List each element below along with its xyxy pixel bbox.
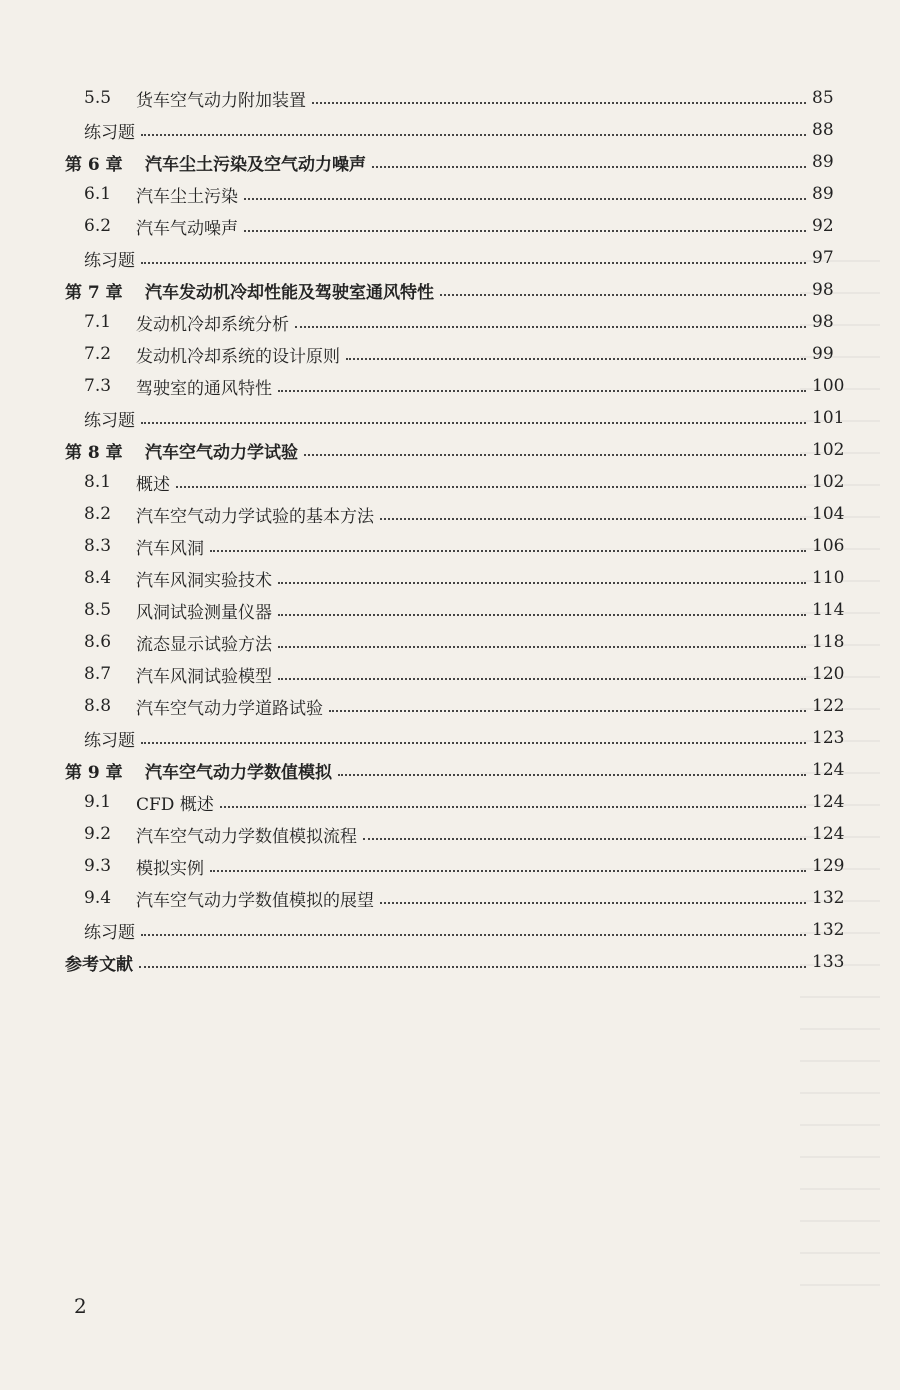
toc-title: 参考文献 [65, 954, 133, 975]
dot-leader [278, 389, 806, 392]
toc-page: 120 [812, 664, 845, 684]
dot-leader [141, 741, 806, 744]
toc-title: 汽车空气动力学试验的基本方法 [136, 506, 374, 527]
toc-number: 7.3 [84, 376, 112, 396]
toc-entry-9-2[interactable] [0, 818, 900, 850]
toc-number: 9.4 [84, 888, 112, 908]
toc-entry-6-2[interactable] [0, 210, 900, 242]
dot-leader [278, 581, 806, 584]
toc-number: 8.5 [84, 600, 112, 620]
toc-number: 6.1 [84, 184, 112, 204]
toc-chapter-8[interactable] [0, 434, 900, 466]
toc-title: 练习题 [84, 922, 135, 943]
toc-title: 汽车风洞实验技术 [136, 570, 272, 591]
toc-entry-5-5[interactable] [0, 82, 900, 114]
toc-title: 汽车气动噪声 [136, 218, 238, 239]
toc-page: 114 [812, 600, 845, 620]
toc-entry-8-3[interactable] [0, 530, 900, 562]
dot-leader [210, 869, 806, 872]
toc-entry-exercise[interactable] [0, 242, 900, 274]
toc-entry-6-1[interactable] [0, 178, 900, 210]
toc-number: 第 8 章 [65, 442, 123, 463]
toc-page: 132 [812, 920, 845, 940]
dot-leader [363, 837, 806, 840]
toc-number: 9.1 [84, 792, 112, 812]
toc-entry-exercise[interactable] [0, 114, 900, 146]
toc-page: 106 [812, 536, 845, 556]
toc-page: 89 [812, 184, 834, 204]
dot-leader [372, 165, 806, 168]
dot-leader [141, 421, 806, 424]
toc-entry-exercise[interactable] [0, 914, 900, 946]
toc-number: 9.3 [84, 856, 112, 876]
toc-entry-9-1[interactable] [0, 786, 900, 818]
toc-page: 129 [812, 856, 845, 876]
toc-page: 124 [812, 824, 845, 844]
dot-leader [440, 293, 806, 296]
table-of-contents [0, 82, 900, 978]
toc-title: 汽车空气动力学数值模拟 [145, 762, 332, 783]
toc-number: 8.7 [84, 664, 112, 684]
toc-page: 110 [812, 568, 845, 588]
toc-number: 8.3 [84, 536, 112, 556]
dot-leader [304, 453, 806, 456]
dot-leader [139, 965, 806, 968]
toc-page: 102 [812, 472, 845, 492]
toc-page: 124 [812, 760, 845, 780]
toc-page: 100 [812, 376, 845, 396]
toc-chapter-6[interactable] [0, 146, 900, 178]
toc-title: 练习题 [84, 250, 135, 271]
toc-title: 汽车发动机冷却性能及驾驶室通风特性 [145, 282, 434, 303]
toc-page: 104 [812, 504, 845, 524]
toc-page: 124 [812, 792, 845, 812]
toc-entry-references[interactable] [0, 946, 900, 978]
toc-page: 102 [812, 440, 845, 460]
toc-entry-8-4[interactable] [0, 562, 900, 594]
toc-title: 汽车尘土污染 [136, 186, 238, 207]
toc-page: 88 [812, 120, 834, 140]
toc-page: 98 [812, 280, 834, 300]
toc-number: 8.8 [84, 696, 112, 716]
toc-entry-9-4[interactable] [0, 882, 900, 914]
dot-leader [380, 517, 806, 520]
toc-number: 8.6 [84, 632, 112, 652]
toc-title: 汽车空气动力学试验 [145, 442, 298, 463]
toc-title: 发动机冷却系统分析 [136, 314, 289, 335]
toc-page: 118 [812, 632, 845, 652]
toc-title: 汽车空气动力学数值模拟的展望 [136, 890, 374, 911]
toc-title: 风洞试验测量仪器 [136, 602, 272, 623]
toc-page: 98 [812, 312, 834, 332]
dot-leader [210, 549, 806, 552]
toc-number: 9.2 [84, 824, 112, 844]
toc-entry-8-1[interactable] [0, 466, 900, 498]
toc-page: 97 [812, 248, 834, 268]
dot-leader [244, 197, 806, 200]
dot-leader [380, 901, 806, 904]
toc-number: 7.2 [84, 344, 112, 364]
toc-title: CFD 概述 [136, 794, 214, 815]
toc-entry-exercise[interactable] [0, 402, 900, 434]
dot-leader [278, 677, 806, 680]
toc-entry-7-1[interactable] [0, 306, 900, 338]
toc-entry-8-2[interactable] [0, 498, 900, 530]
toc-entry-9-3[interactable] [0, 850, 900, 882]
toc-title: 发动机冷却系统的设计原则 [136, 346, 340, 367]
dot-leader [346, 357, 806, 360]
toc-page: 101 [812, 408, 845, 428]
toc-page: 85 [812, 88, 834, 108]
toc-number: 第 9 章 [65, 762, 123, 783]
toc-chapter-9[interactable] [0, 754, 900, 786]
toc-page: 123 [812, 728, 845, 748]
toc-page: 132 [812, 888, 845, 908]
toc-number: 6.2 [84, 216, 112, 236]
toc-number: 第 7 章 [65, 282, 123, 303]
toc-number: 5.5 [84, 88, 112, 108]
dot-leader [278, 645, 806, 648]
toc-title: 流态显示试验方法 [136, 634, 272, 655]
toc-number: 第 6 章 [65, 154, 123, 175]
toc-chapter-7[interactable] [0, 274, 900, 306]
dot-leader [176, 485, 806, 488]
toc-entry-8-5[interactable] [0, 594, 900, 626]
toc-title: 货车空气动力附加装置 [136, 90, 306, 111]
dot-leader [141, 133, 806, 136]
page-number: 2 [74, 1294, 87, 1318]
toc-entry-8-8[interactable] [0, 690, 900, 722]
toc-title: 汽车风洞试验模型 [136, 666, 272, 687]
toc-number: 7.1 [84, 312, 112, 332]
toc-title: 汽车风洞 [136, 538, 204, 559]
dot-leader [329, 709, 806, 712]
dot-leader [244, 229, 806, 232]
toc-number: 8.1 [84, 472, 112, 492]
toc-title: 汽车空气动力学数值模拟流程 [136, 826, 357, 847]
dot-leader [141, 933, 806, 936]
dot-leader [295, 325, 806, 328]
toc-page: 99 [812, 344, 834, 364]
dot-leader [141, 261, 806, 264]
toc-number: 8.4 [84, 568, 112, 588]
toc-title: 练习题 [84, 730, 135, 751]
toc-entry-7-3[interactable] [0, 370, 900, 402]
toc-page: 133 [812, 952, 845, 972]
toc-page: 89 [812, 152, 834, 172]
toc-number: 8.2 [84, 504, 112, 524]
dot-leader [220, 805, 806, 808]
toc-entry-8-6[interactable] [0, 626, 900, 658]
toc-page: 122 [812, 696, 845, 716]
toc-title: 概述 [136, 474, 170, 495]
toc-page: 92 [812, 216, 834, 236]
toc-entry-8-7[interactable] [0, 658, 900, 690]
dot-leader [278, 613, 806, 616]
toc-title: 汽车空气动力学道路试验 [136, 698, 323, 719]
toc-title: 练习题 [84, 122, 135, 143]
dot-leader [312, 101, 806, 104]
dot-leader [338, 773, 806, 776]
toc-title: 汽车尘土污染及空气动力噪声 [145, 154, 366, 175]
toc-entry-exercise[interactable] [0, 722, 900, 754]
toc-title: 练习题 [84, 410, 135, 431]
toc-title: 模拟实例 [136, 858, 204, 879]
toc-entry-7-2[interactable] [0, 338, 900, 370]
toc-title: 驾驶室的通风特性 [136, 378, 272, 399]
